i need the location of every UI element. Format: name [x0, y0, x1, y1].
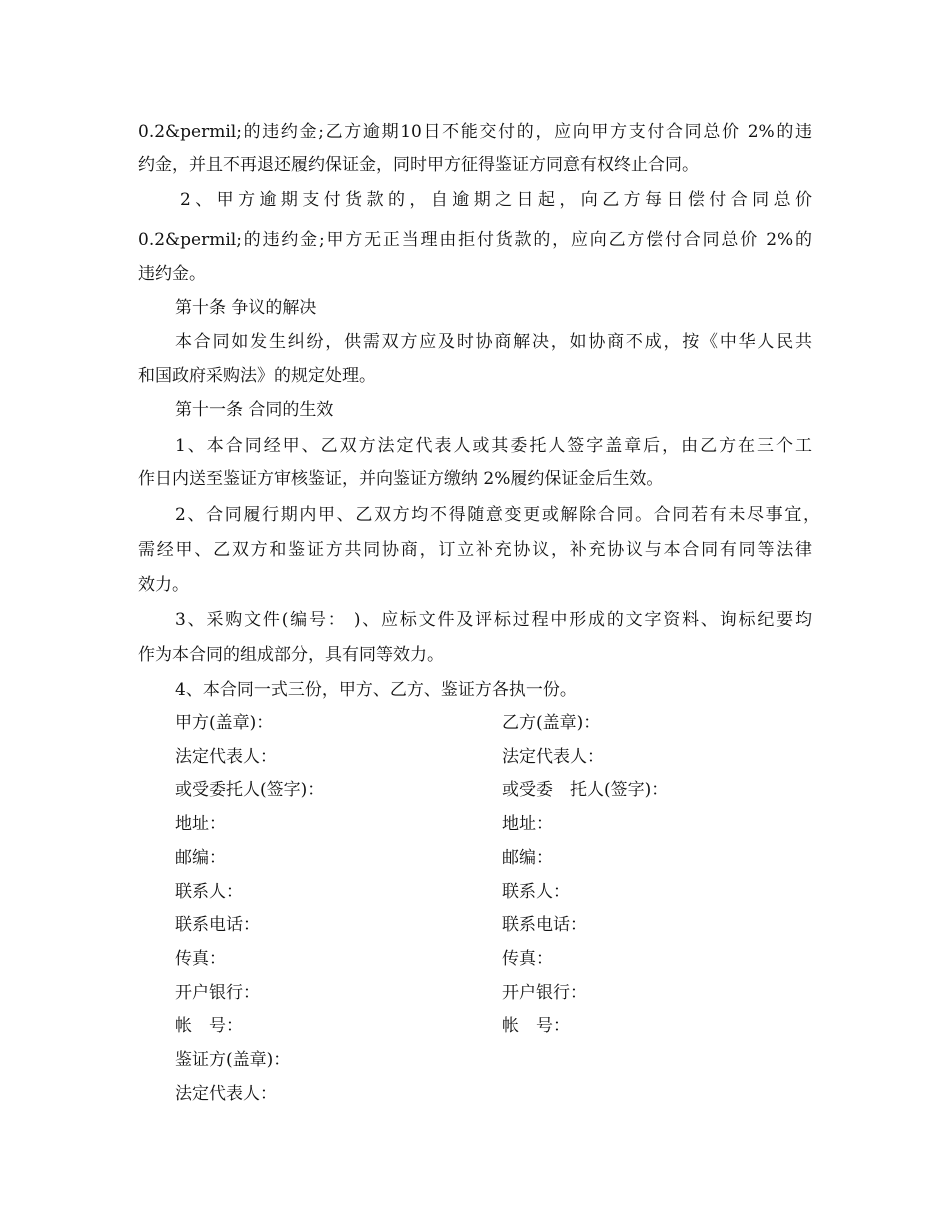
party-b-legal-rep: 法定代表人：	[502, 747, 604, 767]
paragraph-line: 效力。	[138, 575, 189, 595]
paragraph-line: 作为本合同的组成部分，具有同等效力。	[138, 645, 444, 665]
party-b-postcode: 邮编：	[502, 848, 553, 868]
party-b-phone: 联系电话：	[502, 915, 587, 935]
paragraph-line: 和国政府采购法》的规定处理。	[138, 366, 376, 386]
paragraph-line: 1、本合同经甲、乙双方法定代表人或其委托人签字盖章后，由乙方在三个工	[175, 436, 812, 456]
party-a-phone: 联系电话：	[175, 915, 260, 935]
party-a-postcode: 邮编：	[175, 848, 226, 868]
party-a-address: 地址：	[175, 814, 226, 834]
party-a-legal-rep: 法定代表人：	[175, 747, 277, 767]
paragraph-line: 0.2&permil;的违约金;甲方无正当理由拒付货款的，应向乙方偿付合同总价 2%的	[138, 230, 812, 250]
paragraph-line: 作日内送至鉴证方审核鉴证，并向鉴证方缴纳 2%履约保证金后生效。	[138, 469, 664, 489]
notary-seal: 鉴证方(盖章)：	[175, 1050, 291, 1070]
party-b-bank: 开户银行：	[502, 983, 587, 1003]
paragraph-line: 约金，并且不再退还履约保证金，同时甲方征得鉴证方同意有权终止合同。	[138, 155, 699, 175]
party-a-contact: 联系人：	[175, 882, 243, 902]
paragraph-line: 需经甲、乙双方和鉴证方共同协商，订立补充协议，补充协议与本合同有同等法律	[138, 540, 812, 560]
party-a-agent: 或受委托人(签字)：	[175, 780, 325, 800]
party-b-contact: 联系人：	[502, 882, 570, 902]
paragraph-line: 2、合同履行期内甲、乙双方均不得随意变更或解除合同。合同若有未尽事宜，	[175, 505, 820, 525]
paragraph-line: 3、采购文件(编号： )、应标文件及评标过程中形成的文字资料、询标纪要均	[175, 610, 812, 630]
section-heading: 第十一条 合同的生效	[175, 400, 334, 420]
paragraph-line: 违约金。	[138, 264, 206, 284]
paragraph-line: 0.2&permil;的违约金;乙方逾期10日不能交付的，应向甲方支付合同总价 2%的违	[138, 122, 812, 142]
party-a-fax: 传真：	[175, 949, 226, 969]
party-b-seal: 乙方(盖章)：	[502, 713, 601, 733]
paragraph-line: 4、本合同一式三份，甲方、乙方、鉴证方各执一份。	[175, 680, 577, 700]
party-b-address: 地址：	[502, 814, 553, 834]
party-b-agent: 或受委 托人(签字)：	[502, 780, 669, 800]
party-a-bank: 开户银行：	[175, 983, 260, 1003]
party-a-seal: 甲方(盖章)：	[175, 713, 274, 733]
section-heading: 第十条 争议的解决	[175, 298, 317, 318]
party-b-fax: 传真：	[502, 949, 553, 969]
notary-legal-rep: 法定代表人：	[175, 1084, 277, 1104]
party-b-account: 帐 号：	[502, 1016, 570, 1036]
paragraph-line: 2、甲方逾期支付货款的，自逾期之日起，向乙方每日偿付合同总价	[180, 190, 812, 210]
party-a-account: 帐 号：	[175, 1016, 243, 1036]
paragraph-line: 本合同如发生纠纷，供需双方应及时协商解决，如协商不成，按《中华人民共	[175, 332, 812, 352]
